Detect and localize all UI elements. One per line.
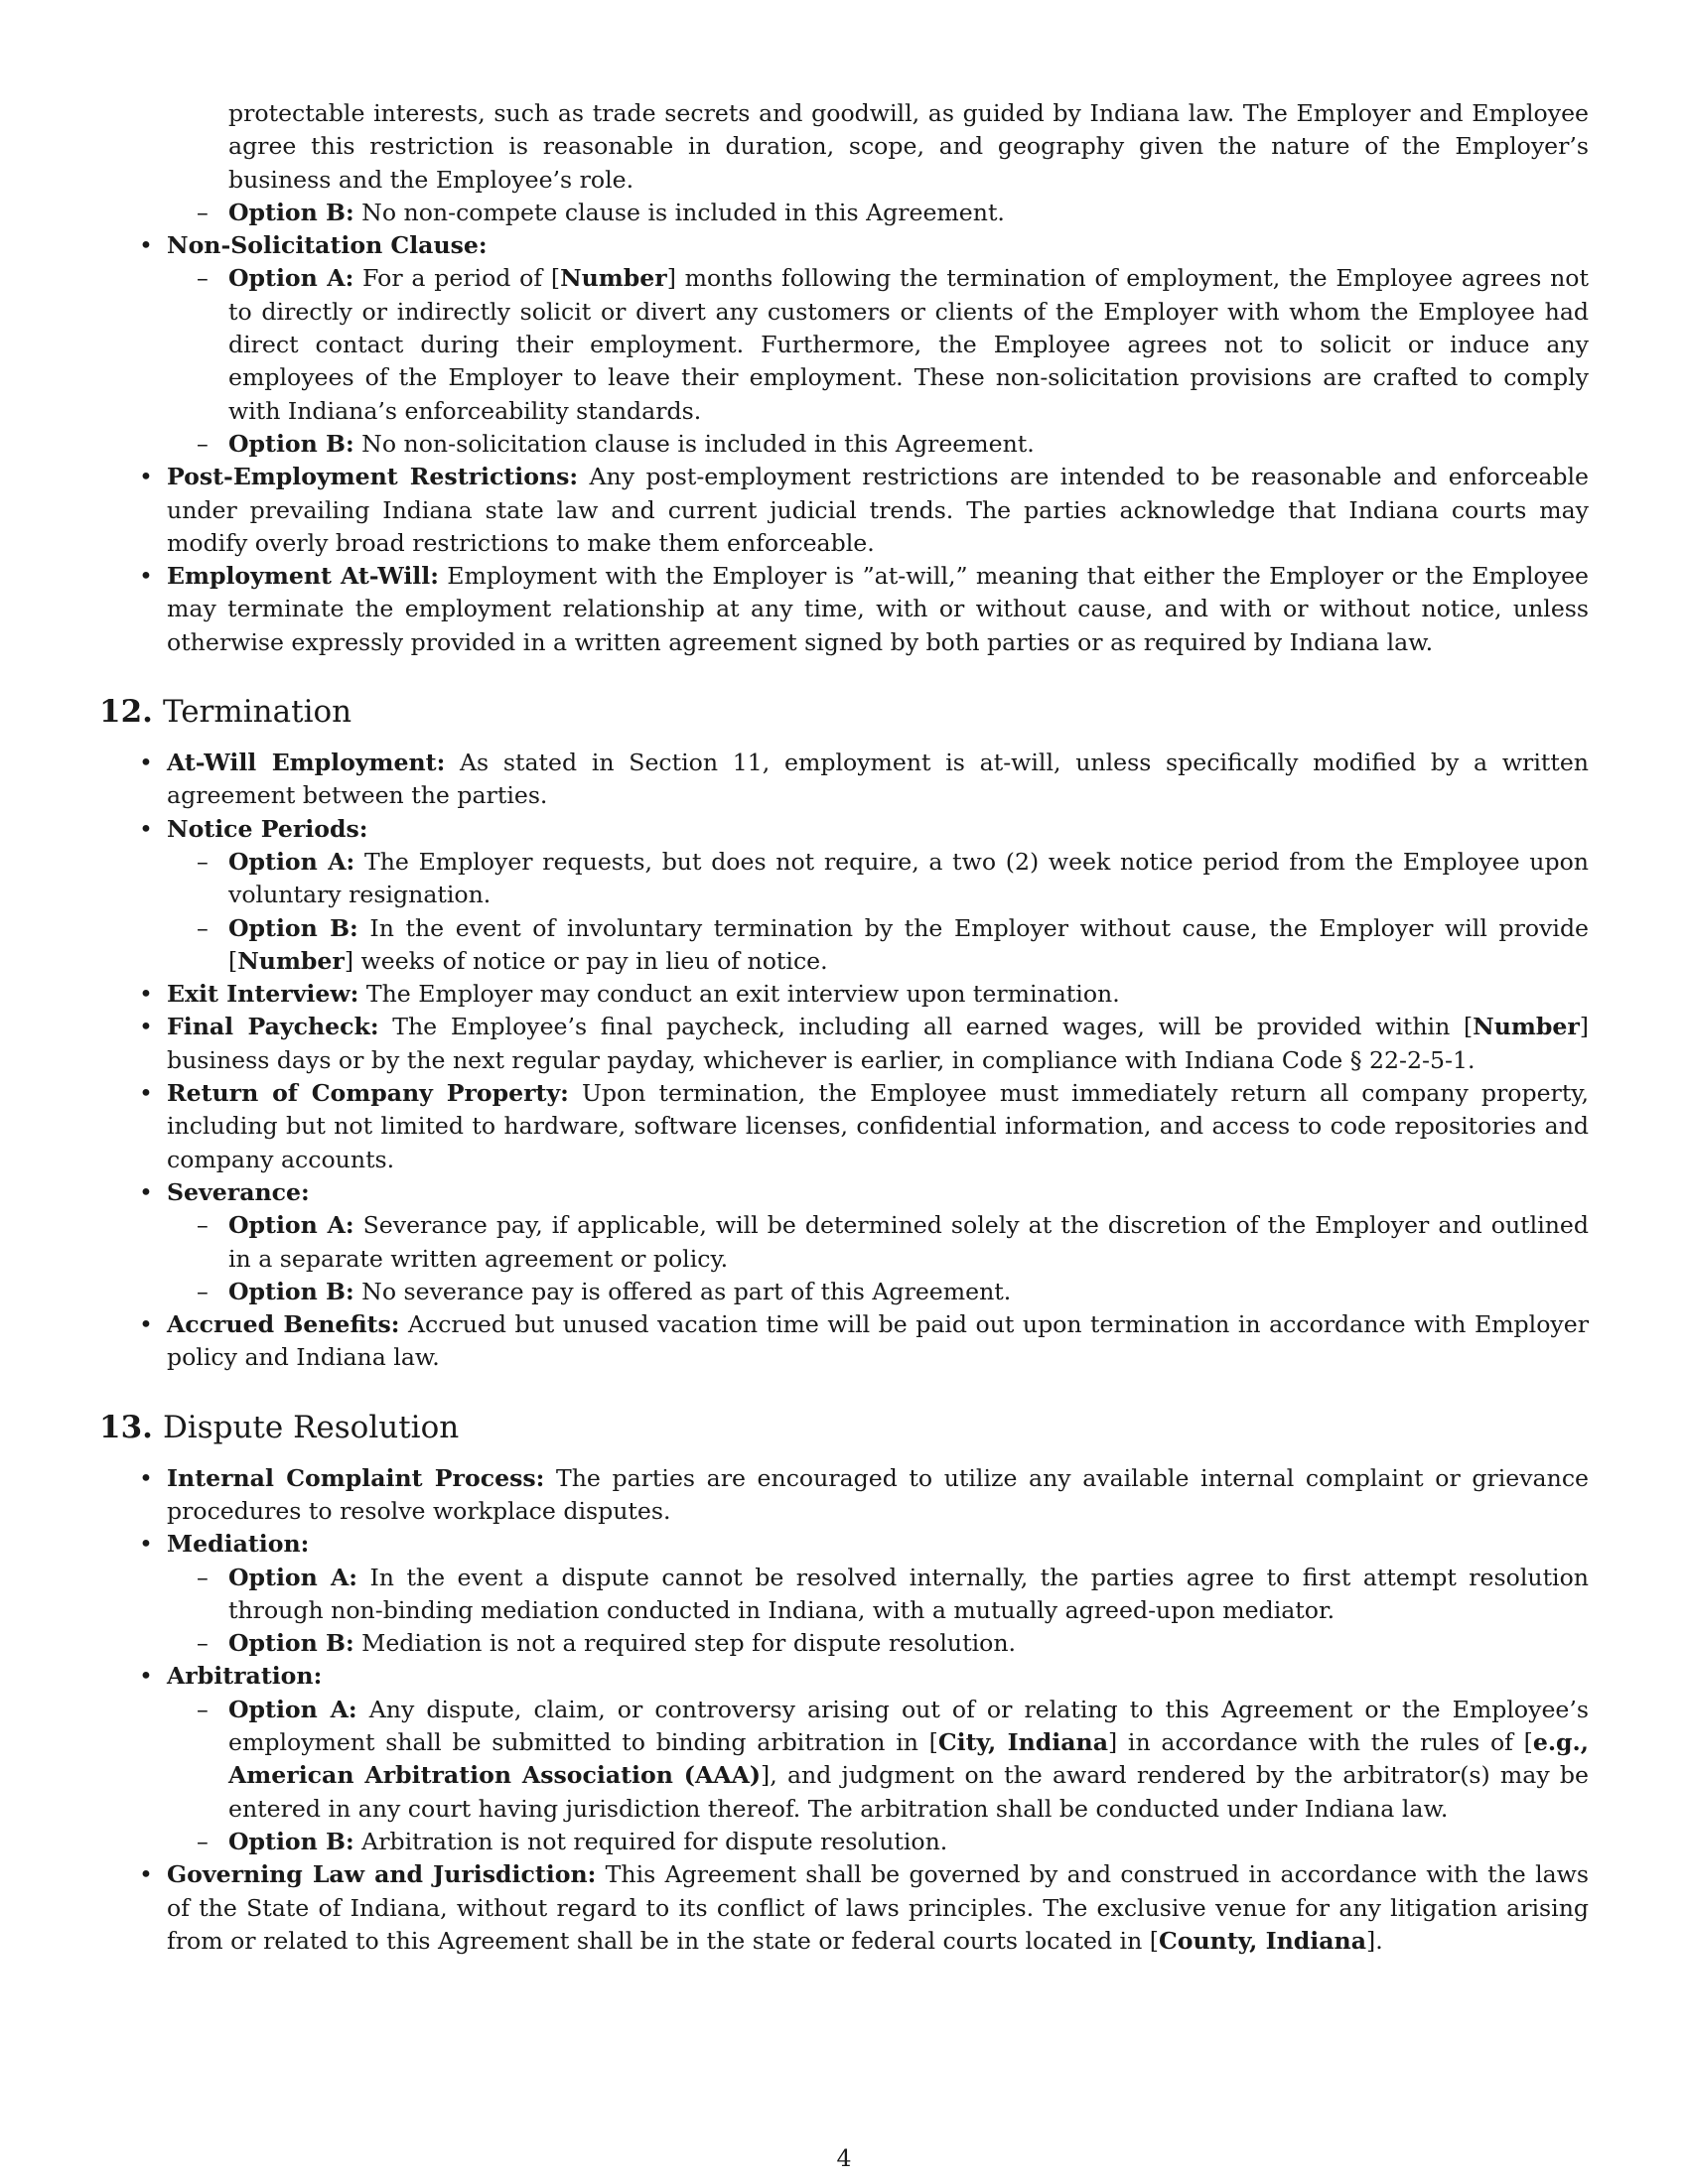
section-number: 13. [99, 1409, 153, 1445]
option-text: No non-solicitation clause is included in this Agreement. [353, 429, 1035, 458]
item-text: ] business days or by the next regular payday, whichever is earlier, in compliance with Indiana Code § 22-2-5-1. [167, 1013, 1589, 1074]
non-solicitation-item [99, 229, 1589, 262]
item-text: ]. [1365, 1926, 1383, 1955]
item-text: The parties are encouraged to utilize any available internal complaint or grievance procedures to resolve workplace disputes. [167, 1463, 1589, 1525]
dash-marker: – [197, 1563, 209, 1591]
item-label: Post-Employment Restrictions: [167, 463, 579, 491]
dash-marker: – [197, 264, 209, 293]
item-text: Any post-employment restrictions are intended to be reasonable and enforceable under prevailing Indiana state law and current judicial trends. The parties acknowledge that Indiana courts may modify overly broad restrictions to make them enforceable. [167, 463, 1590, 557]
document-page [99, 97, 1589, 1958]
option-text: In the event of involuntary termination by the Employer without cause, the Employer will provide [ [228, 913, 1590, 975]
dash-marker: – [197, 1629, 209, 1658]
option-label: Option B: [228, 913, 358, 942]
post-employment-item [99, 461, 1589, 560]
option-text: ] in accordance with the rules of [ [1108, 1728, 1533, 1757]
item-label: Notice Periods: [167, 814, 368, 843]
item-label: Accrued Benefits: [167, 1310, 400, 1339]
placeholder: County, Indiana [1159, 1926, 1366, 1955]
page-number: 4 [836, 2144, 852, 2172]
dash-marker: – [197, 847, 209, 876]
accrued-benefits-item [99, 1308, 1589, 1375]
bullet-marker: • [139, 1079, 153, 1108]
item-text: As stated in Section 11, employment is at-will, unless specifically modified by a written agreement between the parties. [167, 749, 1589, 810]
item-label: At-Will Employment: [167, 749, 446, 777]
severance-option-b [99, 1276, 1589, 1308]
option-label: Option B: [228, 198, 354, 226]
option-label: Option A: [228, 264, 354, 293]
option-label: Option A: [228, 1695, 357, 1723]
option-text: ] months following the termination of employment, the Employee agrees not to directly or indirectly solicit or divert any customers or clients of the Employer with whom the Employee had direct contact during their employment. Furthermore, the Employee agrees not to solicit or induce any employees of the Employer to leave their employment. These non-solicitation provisions are crafted to comply with Indiana’s enforceability standards. [228, 264, 1589, 425]
placeholder: Number [237, 946, 345, 975]
non-compete-option-a-continuation [99, 97, 1589, 197]
non-solicitation-option-b [99, 428, 1589, 461]
dash-marker: – [197, 429, 209, 458]
section-title: Termination [162, 694, 352, 731]
mediation-item [99, 1528, 1589, 1561]
option-label: Option B: [228, 429, 354, 458]
item-label: Non-Solicitation Clause: [167, 231, 488, 260]
item-label: Exit Interview: [167, 980, 359, 1009]
severance-item [99, 1176, 1589, 1209]
mediation-option-b [99, 1627, 1589, 1660]
option-label: Option A: [228, 1563, 357, 1591]
section-12-heading [99, 692, 1589, 732]
internal-complaint-item [99, 1462, 1589, 1529]
item-label: Governing Law and Jurisdiction: [167, 1860, 597, 1889]
item-label: Employment At-Will: [167, 562, 439, 591]
item-text: Accrued but unused vacation time will be paid out upon termination in accordance with Employer policy and Indiana law. [167, 1310, 1589, 1372]
item-label: Final Paycheck: [167, 1013, 379, 1041]
option-text: ], and judgment on the award rendered by the arbitrator(s) may be entered in any court having jurisdiction thereof. The arbitration shall be conducted under Indiana law. [228, 1761, 1589, 1823]
option-text: Any dispute, claim, or controversy arising out of or relating to this Agreement or the Employee’s employment shall be submitted to binding arbitration in [ [228, 1695, 1589, 1757]
severance-option-a [99, 1209, 1589, 1276]
option-text: Arbitration is not required for dispute resolution. [353, 1827, 948, 1855]
option-text: ] weeks of notice or pay in lieu of notice. [344, 946, 828, 975]
placeholder: City, Indiana [937, 1728, 1108, 1757]
section-title: Dispute Resolution [162, 1409, 460, 1445]
option-text: In the event a dispute cannot be resolved internally, the parties agree to first attempt resolution through non-binding mediation conducted in Indiana, with a mutually agreed-upon mediator. [228, 1563, 1589, 1624]
arbitration-item [99, 1660, 1589, 1693]
bullet-marker: • [139, 562, 153, 591]
option-text: No non-compete clause is included in this Agreement. [353, 198, 1005, 226]
non-solicitation-option-a [99, 262, 1589, 427]
bullet-marker: • [139, 1463, 153, 1492]
bullet-marker: • [139, 463, 153, 491]
option-label: Option B: [228, 1277, 354, 1305]
option-text: For a period of [ [353, 264, 561, 293]
item-text: The Employee’s final paycheck, including all earned wages, will be provided within [ [378, 1013, 1474, 1041]
item-label: Mediation: [167, 1530, 310, 1559]
final-paycheck-item [99, 1011, 1589, 1077]
bullet-marker: • [139, 1860, 153, 1889]
notice-option-a [99, 846, 1589, 912]
bullet-marker: • [139, 1662, 153, 1691]
placeholder: Number [560, 264, 667, 293]
option-label: Option B: [228, 1827, 354, 1855]
bullet-marker: • [139, 1013, 153, 1041]
item-text: This Agreement shall be governed by and construed in accordance with the laws of the State of Indiana, without regard to its conflict of laws principles. The exclusive venue for any litigation arising from or related to this Agreement shall be in the state or federal courts located in [ [167, 1860, 1589, 1955]
item-text: The Employer may conduct an exit interview upon termination. [358, 980, 1120, 1009]
notice-periods-item [99, 813, 1589, 846]
bullet-marker: • [139, 1530, 153, 1559]
mediation-option-a [99, 1562, 1589, 1628]
option-label: Option A: [228, 847, 355, 876]
option-label: Option B: [228, 1629, 354, 1658]
placeholder: e.g., American Arbitration Association (AAA) [228, 1728, 1589, 1790]
option-label: Option A: [228, 1211, 354, 1240]
placeholder: Number [1473, 1013, 1580, 1041]
bullet-marker: • [139, 231, 153, 260]
dash-marker: – [197, 198, 209, 226]
dash-marker: – [197, 1277, 209, 1305]
item-text: Employment with the Employer is ”at-will,” meaning that either the Employer or the Employee may terminate the employment relationship at any time, with or without cause, and with or without notice, unless otherwise expressly provided in a written agreement signed by both parties or as required by Indiana law. [167, 562, 1589, 656]
exit-interview-item [99, 978, 1589, 1011]
item-label: Arbitration: [167, 1662, 323, 1691]
bullet-marker: • [139, 1177, 153, 1206]
governing-law-item [99, 1858, 1589, 1958]
arbitration-option-a [99, 1694, 1589, 1826]
dash-marker: – [197, 1827, 209, 1855]
non-compete-option-b [99, 197, 1589, 229]
section-number: 12. [99, 694, 153, 731]
option-text: Severance pay, if applicable, will be determined solely at the discretion of the Employer and outlined in a separate written agreement or policy. [228, 1211, 1590, 1273]
bullet-marker: • [139, 749, 153, 777]
section-13-heading [99, 1408, 1589, 1447]
dash-marker: – [197, 913, 209, 942]
item-label: Internal Complaint Process: [167, 1463, 545, 1492]
item-text: Upon termination, the Employee must immediately return all company property, including but not limited to hardware, software licenses, confidential information, and access to code repositories and company accounts. [167, 1079, 1589, 1173]
bullet-marker: • [139, 980, 153, 1009]
notice-option-b [99, 912, 1589, 979]
dash-marker: – [197, 1695, 209, 1723]
arbitration-option-b [99, 1826, 1589, 1858]
dash-marker: – [197, 1211, 209, 1240]
employment-at-will-item [99, 560, 1589, 659]
option-text: No severance pay is offered as part of this Agreement. [353, 1277, 1012, 1305]
bullet-marker: • [139, 814, 153, 843]
item-label: Return of Company Property: [167, 1079, 569, 1108]
option-text: The Employer requests, but does not require, a two (2) week notice period from the Employee upon voluntary resignation. [228, 847, 1589, 909]
return-property-item [99, 1077, 1589, 1176]
item-label: Severance: [167, 1177, 310, 1206]
option-text: Mediation is not a required step for dispute resolution. [353, 1629, 1017, 1658]
at-will-employment-item [99, 747, 1589, 813]
continuation-text: protectable interests, such as trade secrets and goodwill, as guided by Indiana law. The Employer and Employee agree this restriction is reasonable in duration, scope, and geography given the nature of the Employer’s business and the Employee’s role. [228, 99, 1589, 194]
bullet-marker: • [139, 1310, 153, 1339]
